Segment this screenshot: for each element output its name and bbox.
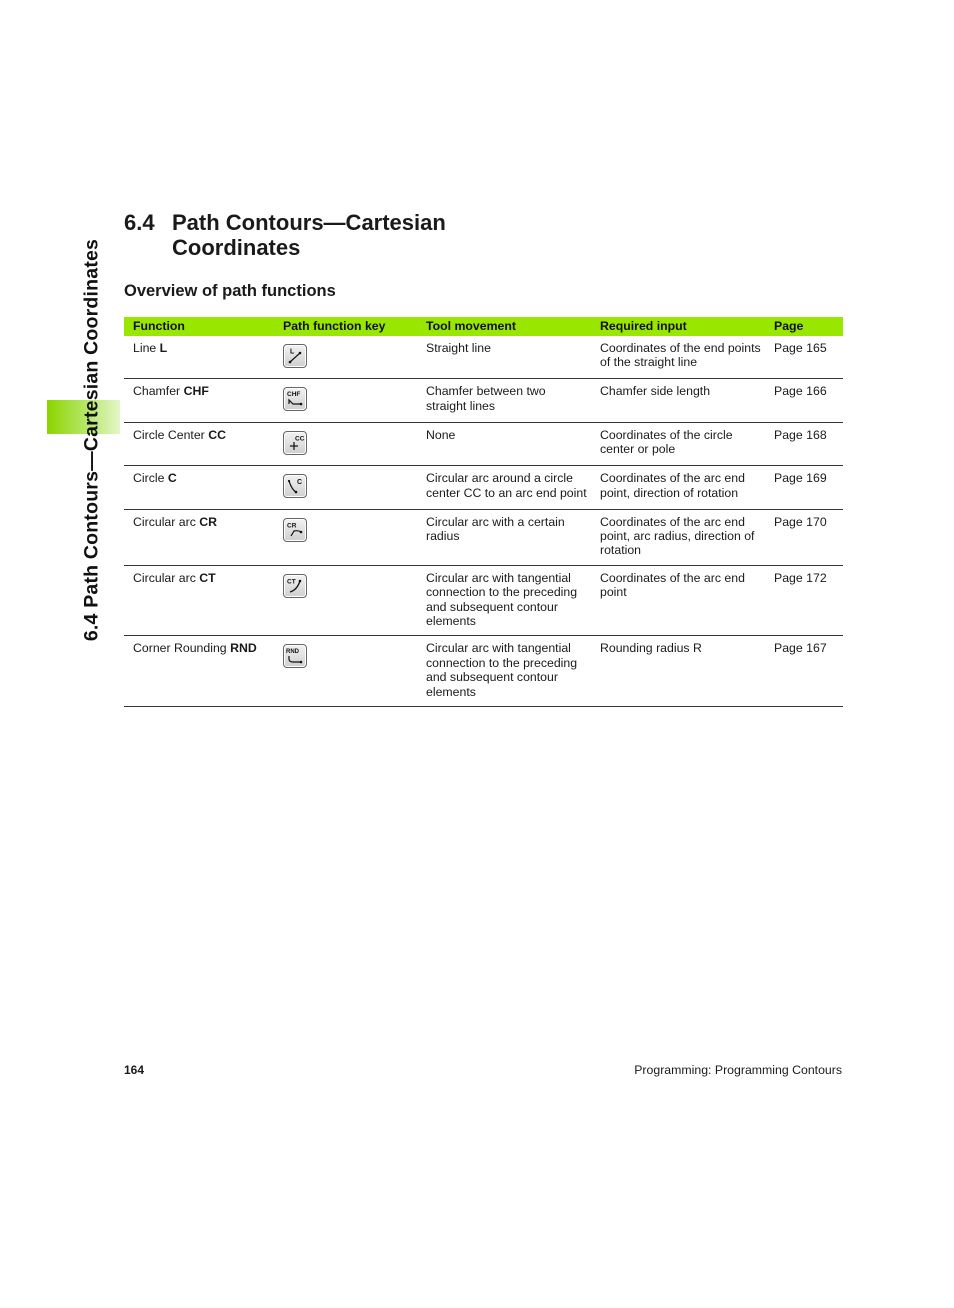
table-row <box>124 636 843 707</box>
key-cell <box>274 509 417 565</box>
page-cell: Page 167 <box>765 636 843 707</box>
page-cell: Page 170 <box>765 509 843 565</box>
table-row <box>124 509 843 565</box>
section-number: 6.4 <box>124 210 155 235</box>
input-cell: Coordinates of the arc end point, direction of rotation <box>591 466 765 509</box>
page-title <box>124 210 446 260</box>
function-code: L <box>159 341 168 355</box>
function-name: Corner Rounding <box>133 641 227 656</box>
header-page: Page <box>765 317 843 336</box>
function-cell <box>124 509 274 565</box>
function-cell <box>124 336 274 379</box>
key-cell <box>274 466 417 509</box>
key-label: CR <box>287 522 297 530</box>
function-name: Circle <box>133 471 165 486</box>
function-cell <box>124 466 274 509</box>
function-name: Circle Center <box>133 427 205 442</box>
function-code: CT <box>199 570 216 585</box>
path-functions-table <box>124 317 843 707</box>
movement-cell: None <box>417 422 591 465</box>
header-required-input: Required input <box>591 317 765 336</box>
chamfer-key-icon <box>283 387 307 411</box>
circular-arc-tangential-key-icon <box>283 574 307 598</box>
corner-rounding-key-icon <box>283 644 307 668</box>
page-cell: Page 172 <box>765 565 843 636</box>
function-code: RND <box>230 641 257 656</box>
table-row <box>124 336 843 379</box>
circular-arc-radius-key-icon <box>283 518 307 542</box>
function-cell <box>124 422 274 465</box>
movement-cell: Circular arc with tangential connection to the preceding and subsequent contour elements <box>417 565 591 636</box>
header-tool-movement: Tool movement <box>417 317 591 336</box>
function-cell <box>124 565 274 636</box>
section-title-line1: Path Contours—Cartesian <box>172 210 446 235</box>
input-cell: Chamfer side length <box>591 379 765 422</box>
page-cell: Page 169 <box>765 466 843 509</box>
footer-page-number: 164 <box>124 1063 145 1077</box>
key-label: L <box>290 348 295 356</box>
key-label: RND <box>286 649 299 656</box>
circle-key-icon <box>283 474 307 498</box>
key-cell <box>274 379 417 422</box>
page-cell: Page 168 <box>765 422 843 465</box>
page-cell: Page 165 <box>765 336 843 379</box>
header-path-function-key: Path function key <box>274 317 417 336</box>
key-label: CHF <box>287 391 301 399</box>
key-cell <box>274 636 417 707</box>
footer-chapter: Programming: Programming Contours <box>634 1063 842 1077</box>
function-name: Circular arc <box>133 514 196 529</box>
function-code: C <box>167 471 177 486</box>
line-key-icon <box>283 344 307 368</box>
input-cell: Coordinates of the circle center or pole <box>591 422 765 465</box>
function-name: Line <box>133 341 157 355</box>
movement-cell: Straight line <box>417 336 591 379</box>
header-function: Function <box>124 317 274 336</box>
subheading: Overview of path functions <box>124 282 336 300</box>
function-cell <box>124 636 274 707</box>
key-label: C <box>297 479 303 487</box>
circle-center-key-icon <box>283 431 307 455</box>
section-title-line2: Coordinates <box>172 235 301 260</box>
input-cell: Coordinates of the arc end point, arc radius, direction of rotation <box>591 509 765 565</box>
key-cell <box>274 565 417 636</box>
movement-cell: Circular arc with tangential connection to the preceding and subsequent contour elements <box>417 636 591 707</box>
movement-cell: Chamfer between two straight lines <box>417 379 591 422</box>
function-code: CR <box>199 514 218 529</box>
input-cell: Rounding radius R <box>591 636 765 707</box>
table-row <box>124 466 843 509</box>
movement-cell: Circular arc with a certain radius <box>417 509 591 565</box>
movement-cell: Circular arc around a circle center CC to an arc end point <box>417 466 591 509</box>
side-tab-title: 6.4 Path Contours—Cartesian Coordinates <box>80 238 103 642</box>
page-cell: Page 166 <box>765 379 843 422</box>
function-code: CHF <box>183 384 209 399</box>
table-header-row <box>124 317 843 336</box>
input-cell: Coordinates of the end points of the straight line <box>591 336 765 379</box>
input-cell: Coordinates of the arc end point <box>591 565 765 636</box>
key-label: CT <box>287 578 296 586</box>
function-cell <box>124 379 274 422</box>
key-label: CC <box>295 435 305 443</box>
function-code: CC <box>208 427 226 442</box>
function-name: Chamfer <box>133 384 181 399</box>
key-cell <box>274 422 417 465</box>
function-name: Circular arc <box>133 570 196 585</box>
table-row <box>124 565 843 636</box>
table-row <box>124 422 843 465</box>
table-row <box>124 379 843 422</box>
key-cell <box>274 336 417 379</box>
